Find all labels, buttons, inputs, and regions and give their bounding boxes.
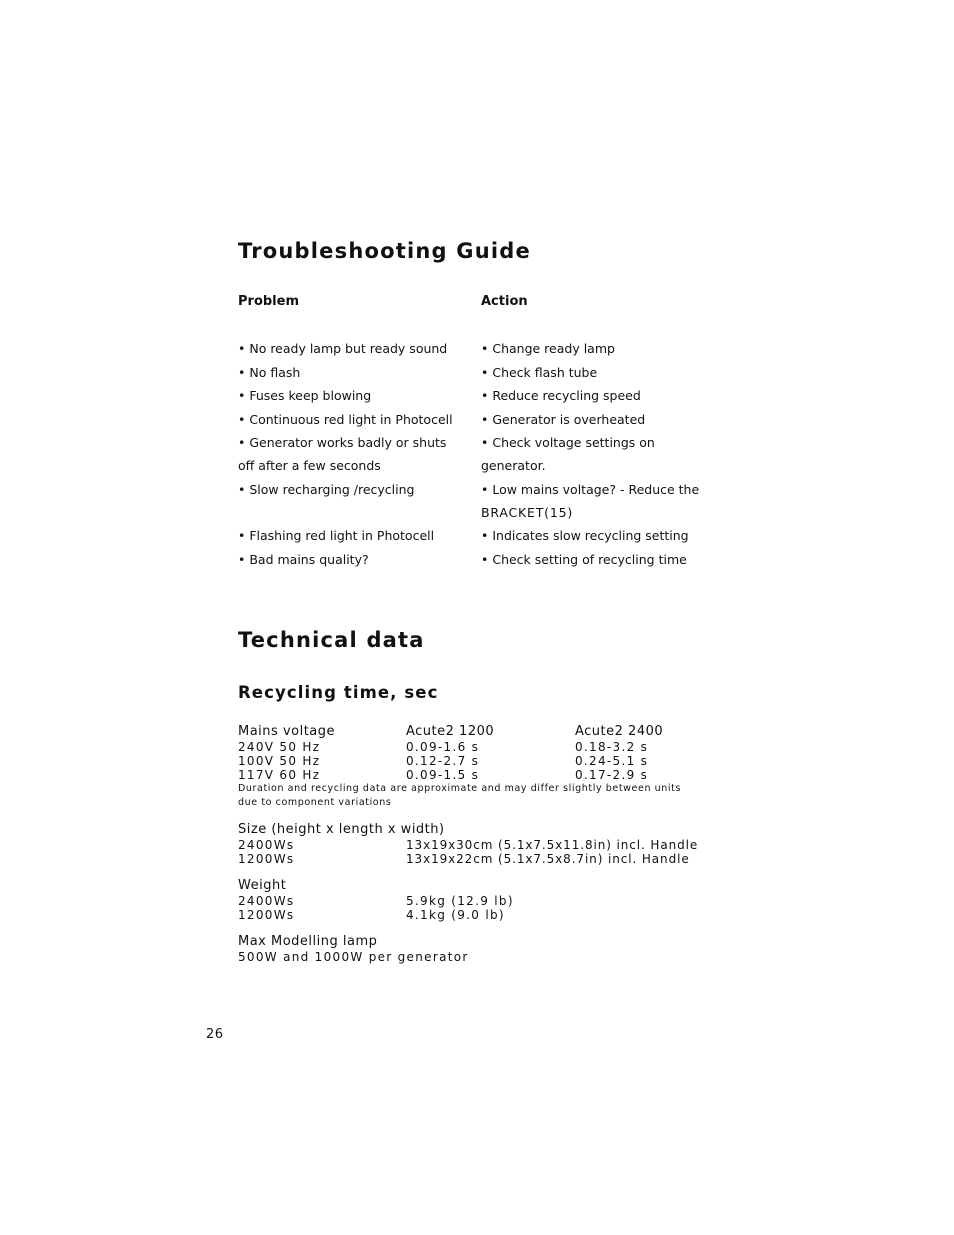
size-model-cell: 1200Ws (238, 852, 295, 866)
action-item: • Reduce recycling speed (481, 388, 641, 403)
problem-item: • Generator works badly or shuts (238, 435, 447, 450)
action-item: • Check setting of recycling time (481, 552, 687, 567)
weight-model-cell: 1200Ws (238, 908, 295, 922)
action-item: • Low mains voltage? - Reduce the (481, 482, 700, 497)
recycling-note: Duration and recycling data are approximate and may differ slightly between units due to component variations (238, 783, 682, 808)
action-item: • Check voltage settings on (481, 435, 655, 450)
size-value-cell: 13x19x22cm (5.1x7.5x8.7in) incl. Handle (406, 852, 690, 866)
problem-item-continuation: off after a few seconds (238, 458, 381, 473)
problem-item: • No ready lamp but ready sound (238, 341, 448, 356)
weight-model-cell: 2400Ws (238, 894, 295, 908)
technical-data-title: Technical data (238, 628, 425, 652)
problem-item: • Flashing red light in Photocell (238, 528, 435, 543)
recycling-voltage-cell: 240V 50 Hz (238, 740, 321, 754)
modelling-lamp-value: 500W and 1000W per generator (238, 950, 469, 964)
recycling-voltage-cell: 117V 60 Hz (238, 768, 321, 782)
weight-label: Weight (238, 878, 287, 893)
action-item-continuation: BRACKET(15) (481, 505, 574, 520)
action-item: • Indicates slow recycling setting (481, 528, 689, 543)
recycling-2400-cell: 0.24-5.1 s (575, 754, 649, 768)
problem-item: • Bad mains quality? (238, 552, 369, 567)
size-value-cell: 13x19x30cm (5.1x7.5x11.8in) incl. Handle (406, 838, 699, 852)
recycling-voltage-cell: 100V 50 Hz (238, 754, 321, 768)
size-model-cell: 2400Ws (238, 838, 295, 852)
problem-item: • Slow recharging /recycling (238, 482, 415, 497)
weight-value-cell: 4.1kg (9.0 lb) (406, 908, 505, 922)
action-item: • Check flash tube (481, 365, 598, 380)
recycling-1200-cell: 0.12-2.7 s (406, 754, 480, 768)
troubleshooting-title: Troubleshooting Guide (238, 239, 531, 263)
problem-column-header: Problem (238, 294, 299, 309)
recycling-1200-cell: 0.09-1.6 s (406, 740, 480, 754)
action-item: • Generator is overheated (481, 412, 646, 427)
recycling-2400-cell: 0.17-2.9 s (575, 768, 649, 782)
problem-item: • Continuous red light in Photocell (238, 412, 453, 427)
action-item: • Change ready lamp (481, 341, 615, 356)
mains-voltage-header: Mains voltage (238, 724, 336, 739)
acute2-2400-header: Acute2 2400 (575, 724, 664, 739)
recycling-time-title: Recycling time, sec (238, 683, 439, 702)
action-column-header: Action (481, 294, 528, 309)
page-number: 26 (206, 1027, 224, 1042)
weight-value-cell: 5.9kg (12.9 lb) (406, 894, 514, 908)
problem-item: • Fuses keep blowing (238, 388, 372, 403)
acute2-1200-header: Acute2 1200 (406, 724, 495, 739)
size-label: Size (height x length x width) (238, 822, 445, 837)
recycling-2400-cell: 0.18-3.2 s (575, 740, 649, 754)
problem-item: • No flash (238, 365, 301, 380)
recycling-1200-cell: 0.09-1.5 s (406, 768, 480, 782)
modelling-lamp-label: Max Modelling lamp (238, 934, 378, 949)
action-item-continuation: generator. (481, 458, 546, 473)
